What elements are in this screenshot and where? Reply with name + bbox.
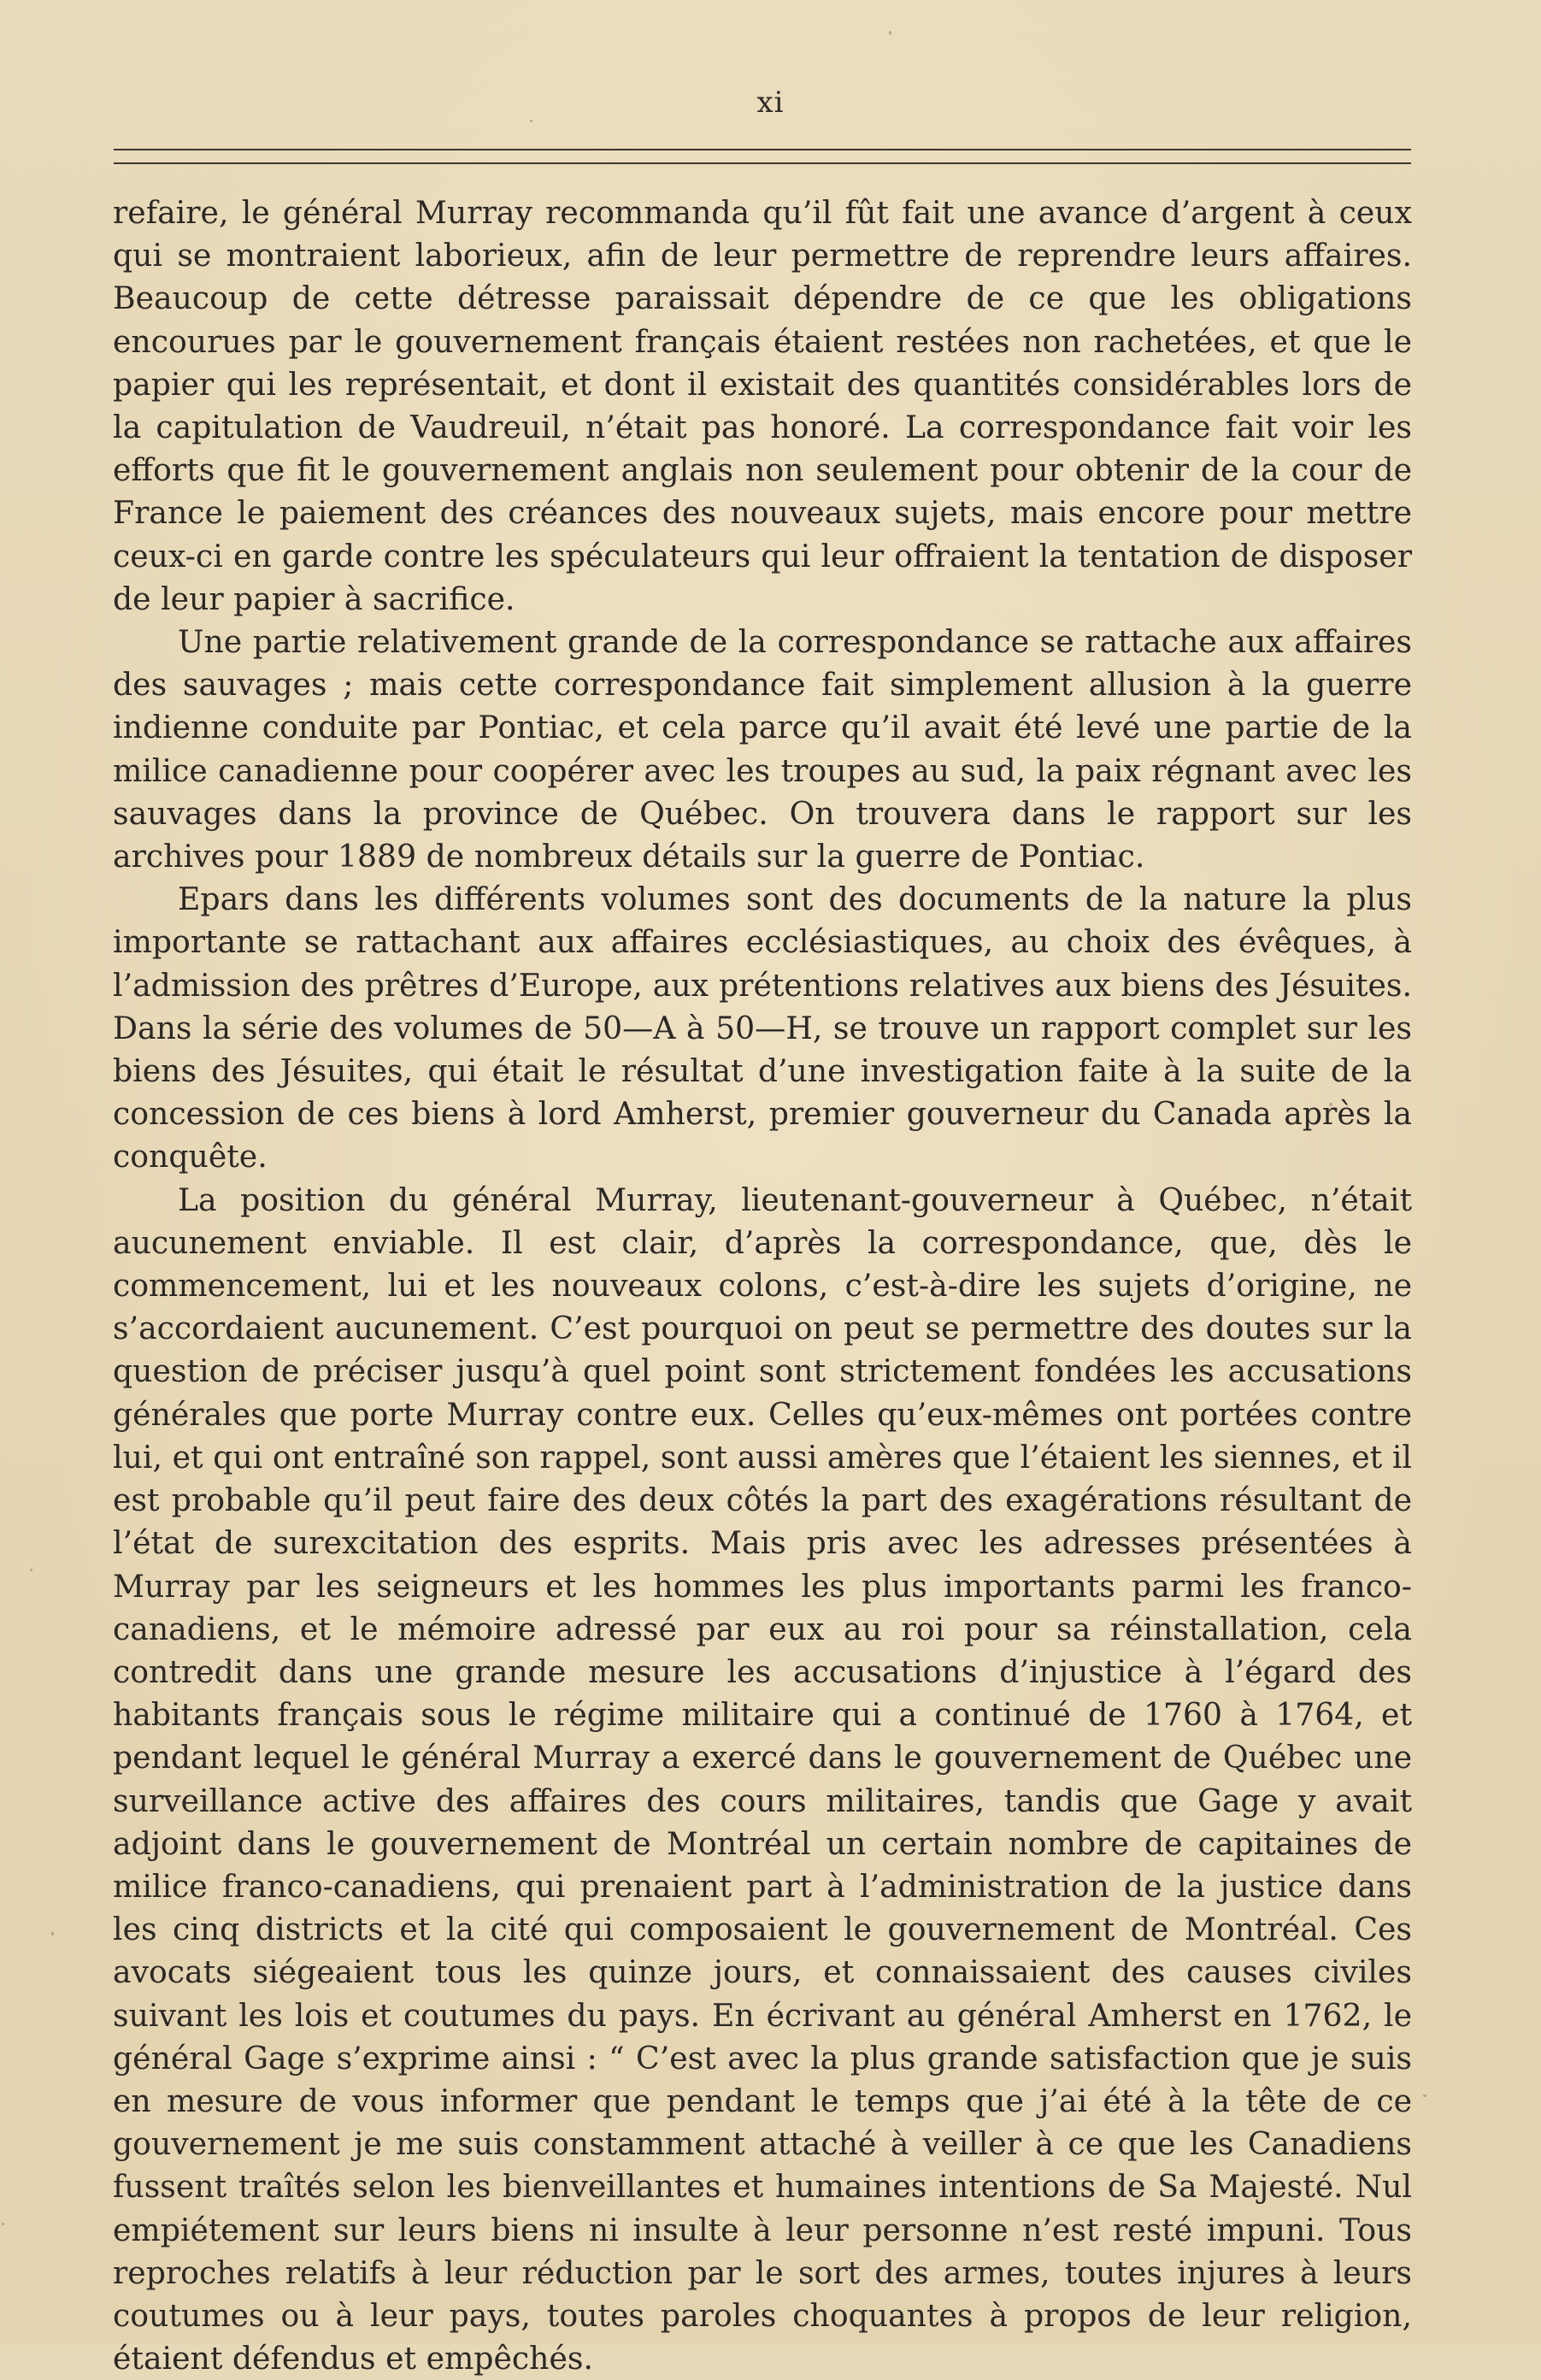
paragraph-1: refaire, le général Murray recommanda qu’il fût fait une avance d’argent à ceux qui se montraient laborieux, afin de leur permettre de reprendre leurs affaires. Beaucoup de cette détresse paraissait dépendre de ce que les obligations encourues par le gouvernement français étaient restées non rachetées, et que le papier qui les représentait, et dont il existait des quantités considérables lors de la capitulation de Vaudreuil, n’était pas honoré. La correspondance fait voir les efforts que fit le gouvernement anglais non seulement pour obtenir de la cour de France le paiement des créances des nouveaux sujets, mais encore pour mettre ceux-ci en garde contre les spéculateurs qui leur offraient la tentation de disposer de leur papier à sacrifice. bbox=[113, 194, 1412, 617]
body-text bbox=[113, 191, 1412, 2380]
header-rule-top bbox=[114, 149, 1411, 150]
page-number: xi bbox=[756, 85, 785, 120]
paragraph-2: Une partie relativement grande de la correspondance se rattache aux affaires des sauvages ; mais cette correspondance fait simplement allusion à la guerre indienne conduite par Pontiac, et cela parce qu’il avait été levé une partie de la milice canadienne pour coopérer avec les troupes au sud, la paix régnant avec les sauvages dans la province de Québec. On trouvera dans le rapport sur les archives pour 1889 de nombreux détails sur la guerre de Pontiac. bbox=[113, 623, 1412, 875]
paragraph-4: La position du général Murray, lieutenant-gouverneur à Québec, n’était aucunement enviable. Il est clair, d’après la correspondance, que, dès le commencement, lui et les nouveaux colons, c’est-à-dire les sujets d’origine, ne s’accordaient aucunement. C’est pourquoi on peut se permettre des doutes sur la question de préciser jusqu’à quel point sont strictement fondées les accusations générales que porte Murray contre eux. Celles qu’eux-mêmes ont portées contre lui, et qui ont entraîné son rappel, sont aussi amères que l’étaient les siennes, et il est probable qu’il peut faire des deux côtés la part des exagérations résultant de l’état de surexcitation des esprits. Mais pris avec les adresses présentées à Murray par les seigneurs et les hommes les plus importants parmi les franco-canadiens, et le mémoire adressé par eux au roi pour sa réinstallation, cela contredit dans une grande mesure les accusations d’injustice à l’égard des habitants français sous le régime militaire qui a continué de 1760 à 1764, et pendant lequel le général Murray a exercé dans le gouvernement de Québec une surveillance active des affaires des cours militaires, tandis que Gage y avait adjoint dans le gouvernement de Montréal un certain nombre de capitaines de milice franco-canadiens, qui prenaient part à l’administration de la justice dans les cinq districts et la cité qui composaient le gouvernement de Montréal. Ces avocats siégeaient tous les quinze jours, et connaissaient des causes civiles suivant les lois et coutumes du pays. En écrivant au général Amherst en 1762, le général Gage s’exprime ainsi : “ C’est avec la plus grande satisfaction que je suis en mesure de vous informer que pendant le temps que j’ai été à la tête de ce gouvernement je me suis constamment attaché à veiller à ce que les Canadiens fussent traîtés selon les bienveillantes et humaines intentions de Sa Majesté. Nul empiétement sur leurs biens ni insulte à leur personne n’est resté impuni. Tous reproches relatifs à leur réduction par le sort des armes, toutes injures à leurs coutumes ou à leur pays, toutes paroles choquantes à propos de leur religion, étaient défendus et empêchés. bbox=[113, 1181, 1412, 2377]
paragraph-3: Epars dans les différents volumes sont des documents de la nature la plus importante se rattachant aux affaires ecclésiastiques, au choix des évêques, à l’admission des prêtres d’Europe, aux prétentions relatives aux biens des Jésuites. Dans la série des volumes de 50—A à 50—H, se trouve un rapport complet sur les biens des Jésuites, qui était le résultat d’une investigation faite à la suite de la concession de ces biens à lord Amherst, premier gouverneur du Canada après la conquête. bbox=[113, 881, 1412, 1175]
header-rule-bottom bbox=[114, 162, 1411, 164]
